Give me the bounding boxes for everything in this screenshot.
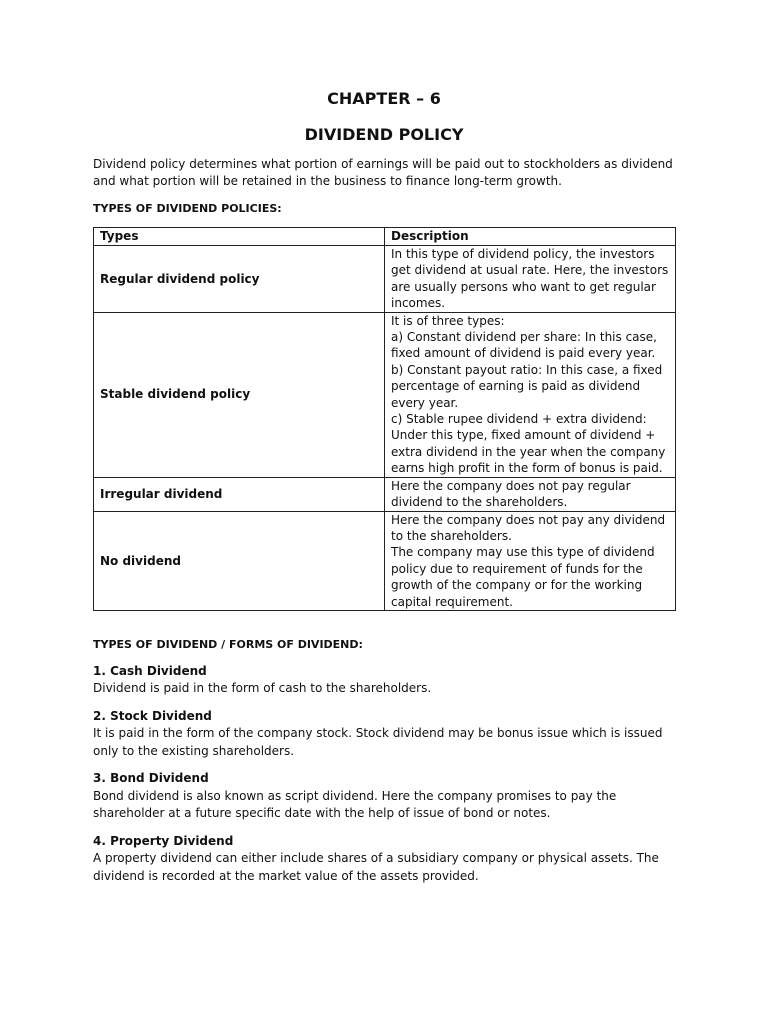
form-title: 4. Property Dividend	[93, 833, 234, 848]
list-item	[93, 663, 675, 698]
table-header-row	[94, 228, 676, 246]
form-description: Bond dividend is also known as script dividend. Here the company promises to pay the shareholder at a future specific date with the help of issue of bond or notes.	[93, 788, 617, 821]
list-item	[93, 708, 675, 761]
table-row	[94, 312, 676, 477]
page-title: DIVIDEND POLICY	[304, 125, 464, 144]
description-line: c) Stable rupee dividend + extra dividend: Under this type, fixed amount of dividend + extra dividend in the year when the company earns high profit in the form of bonus is paid.	[391, 412, 666, 476]
description-line: Here the company does not pay any dividend to the shareholders.	[391, 512, 666, 543]
type-cell: Irregular dividend	[94, 477, 385, 511]
form-description: A property dividend can either include shares of a subsidiary company or physical assets. The dividend is recorded at the market value of the assets provided.	[93, 851, 659, 883]
forms-heading: TYPES OF DIVIDEND / FORMS OF DIVIDEND:	[93, 637, 363, 651]
description-line: a) Constant dividend per share: In this case, fixed amount of dividend is paid every year.	[391, 330, 657, 361]
description-cell	[385, 511, 676, 610]
description-line: b) Constant payout ratio: In this case, a fixed percentage of earning is paid as dividend every year.	[391, 362, 663, 410]
table-row	[94, 246, 676, 313]
description-line: In this type of dividend policy, the investors get dividend at usual rate. Here, the investors are usually persons who want to get regular incomes.	[391, 247, 669, 311]
column-header-description: Description	[385, 228, 676, 246]
forms-list	[93, 663, 675, 886]
policies-heading: TYPES OF DIVIDEND POLICIES:	[93, 202, 282, 215]
description-line: It is of three types:	[391, 313, 505, 328]
type-cell: No dividend	[94, 511, 385, 610]
form-title: 2. Stock Dividend	[93, 708, 212, 723]
table-row	[94, 477, 676, 511]
form-title: 1. Cash Dividend	[93, 663, 207, 678]
document-page	[93, 88, 675, 885]
intro-paragraph: Dividend policy determines what portion of earnings will be paid out to stockholders as dividend and what portion will be retained in the business to finance long-term growth.	[93, 157, 673, 188]
description-line: Here the company does not pay regular dividend to the shareholders.	[391, 478, 631, 510]
type-cell: Stable dividend policy	[94, 312, 385, 477]
description-cell	[385, 246, 676, 313]
form-description: It is paid in the form of the company stock. Stock dividend may be bonus issue which is issued only to the existing shareholders.	[93, 726, 663, 758]
type-cell: Regular dividend policy	[94, 246, 385, 313]
description-line: The company may use this type of dividend policy due to requirement of funds for the growth of the company or for the working capital requirement.	[391, 545, 655, 609]
form-title: 3. Bond Dividend	[93, 771, 209, 786]
column-header-types: Types	[94, 228, 385, 246]
dividend-policy-table	[93, 227, 676, 611]
table-row	[94, 511, 676, 610]
form-description: Dividend is paid in the form of cash to the shareholders.	[93, 681, 432, 696]
list-item	[93, 770, 675, 823]
description-cell	[385, 477, 676, 511]
description-cell	[385, 312, 676, 477]
chapter-heading: CHAPTER – 6	[327, 89, 441, 108]
list-item	[93, 833, 675, 886]
